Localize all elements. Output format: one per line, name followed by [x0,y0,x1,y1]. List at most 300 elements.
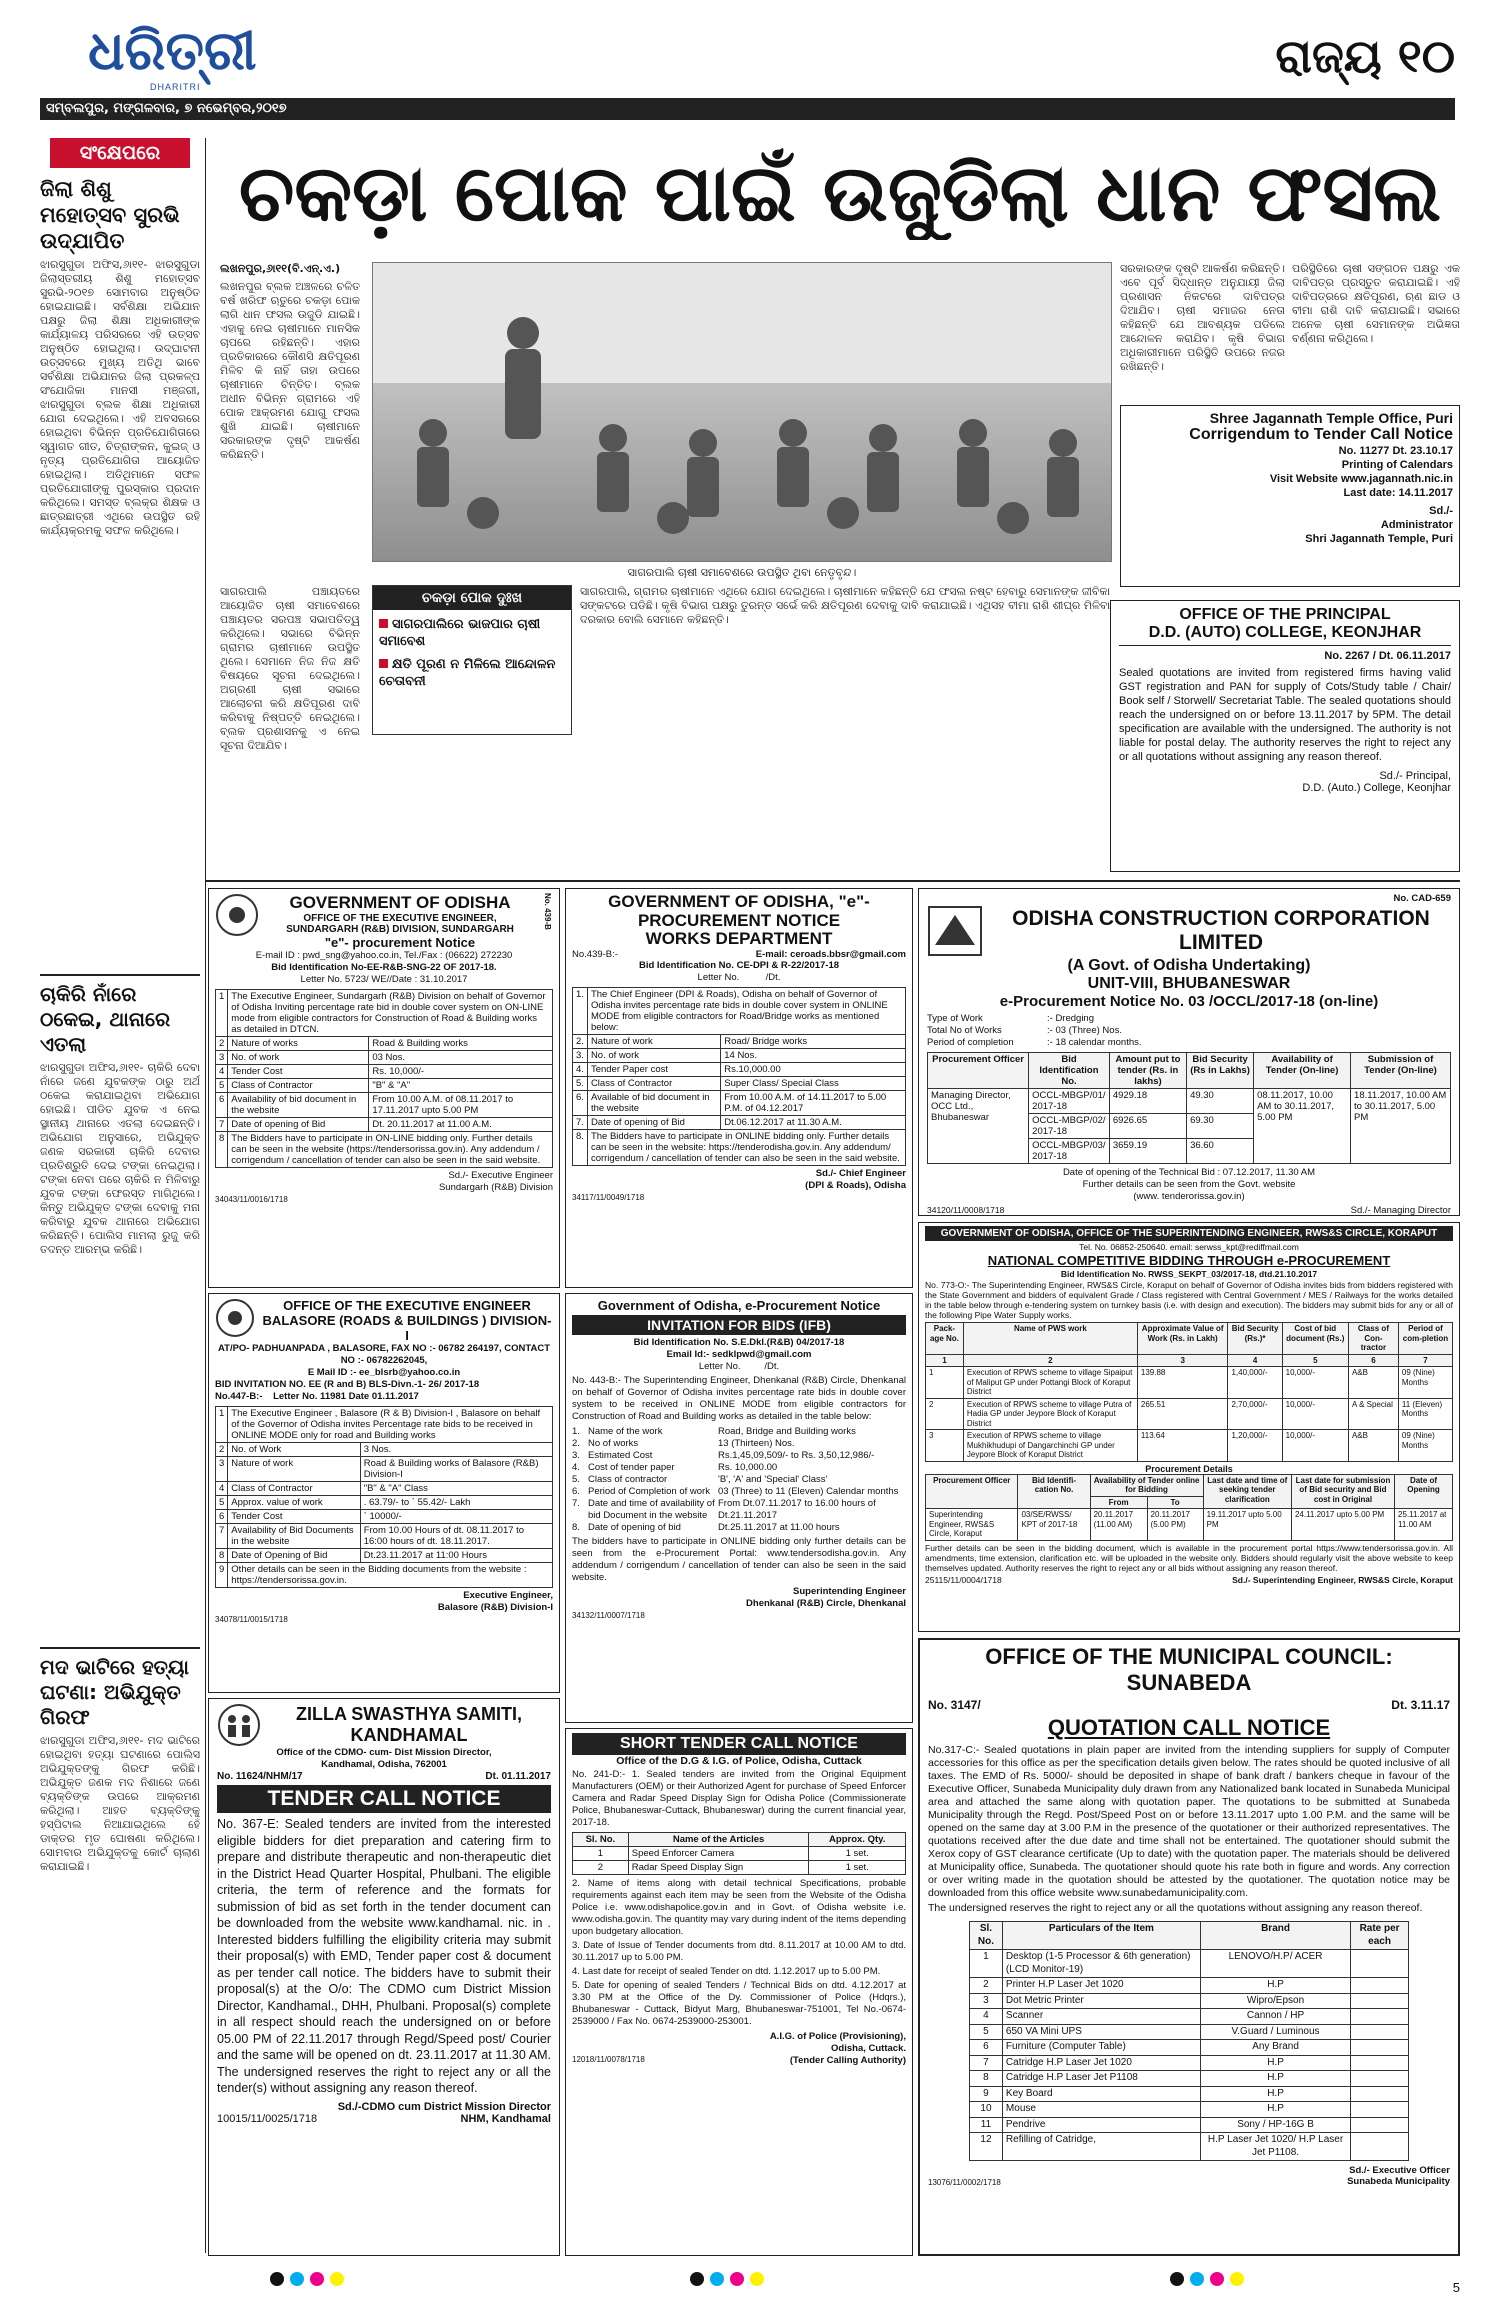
table-cell: 1 [926,1367,964,1399]
table-cell: OCCL-MBGP/03/ 2017-18 [1029,1139,1110,1164]
table-cell: Rs.10,000.00 [721,1063,906,1077]
ad-body: Sealed quotations are invited from registered firms having valid GST registration and PAN for supply of Cots/Study table / Chair/ Book self / Storwell/ Secretariat Table. The sealed quotations should reach the undersigned on or before 13.11.2017 by 5PM. The detail specification are available with the undersigned. The authority is not liable for postal delay. The authority reserves the right to reject any or all quotations without assigning any reason thereof. [1119,667,1451,764]
table-cell: The Executive Engineer , Balasore (R & B) Division-I , Balasore on behalf of the Governor of Odisha invites Percentage rate bids to be received in ONLINE MODE only for road and Building works [228,1407,553,1443]
table-cell: 5 [216,1079,228,1093]
table-cell: 139.88 [1137,1367,1228,1399]
masthead-logo-sub: DHARITRI [150,82,201,92]
ad-sign: Sd./- Superintending Engineer, RWS&S Circle, Koraput [1232,1574,1453,1585]
table-cell: 69.30 [1187,1114,1254,1139]
table-cell: 650 VA Mini UPS [1002,2024,1200,2040]
ad-dhenkanal [565,1293,913,1723]
list-cell: Road, Bridge and Building works [718,1426,856,1437]
table-cell: "B" & "A" Class [360,1482,552,1496]
table-cell: 5 [970,2024,1003,2040]
table-cell: Scanner [1002,2009,1200,2025]
table-cell: 2 [573,1861,629,1875]
list-cell: 8. [572,1522,580,1533]
ad-banner: QUOTATION CALL NOTICE [1047,1715,1331,1740]
table-cell: A&B [1348,1367,1398,1399]
ad-letter: Letter No. /Dt. [697,972,781,984]
table-row [573,1130,906,1166]
emblem-icon [215,893,259,937]
list-cell: Cost of tender paper [588,1462,675,1473]
table-cell: 8. [573,1130,588,1166]
dateline: ସମ୍ବଲପୁର, ମଙ୍ଗଳବାର, ୭ ନଭେମ୍ବର,୨୦୧୭ [46,101,287,116]
table-cell: Date of opening of Bid [228,1118,369,1132]
table-cell: From 10.00 A.M. of 08.11.2017 to 17.11.2017 upto 5.00 PM [369,1093,553,1118]
ad-subtitle: Kandhamal, Odisha, 762001 [321,1759,447,1770]
ad-title: WORKS DEPARTMENT [645,929,833,949]
table-cell: Name of the Articles [628,1833,809,1847]
table-row [970,2133,1409,2161]
section-title: ରାଜ୍ୟ ୧୦ [1275,29,1455,83]
table-cell: 4. [573,1063,588,1077]
table-cell: Class of Contractor [228,1482,360,1496]
table-row [573,1116,906,1130]
list-cell: Dt.25.11.2017 at 11.00 hours [718,1522,840,1533]
list-cell: 7. [572,1498,580,1509]
table-cell: Particulars of the Item [1002,1922,1200,1950]
table-cell: Procurement Officer [926,1474,1018,1509]
table-cell: Nature of work [587,1035,720,1049]
list-item [572,1474,906,1486]
table-cell: 25.11.2017 at 11.00 AM [1395,1509,1453,1541]
list-item [572,1450,906,1462]
occl-logo-icon [927,905,983,957]
ad-intro: No. 443-B:- The Superintending Engineer, Dhenkanal (R&B) Circle, Dhenkanal on behalf of Governor of Odisha invites percentage rate bids in double cover system to be received in ONLINE MODE from eligible contractors for Construction of Road and Building works as detailed in the table below: [572,1375,906,1422]
table-cell: The Executive Engineer, Sundargarh (R&B) Division on behalf of Governor of Odisha Inviting percentage rate bid in double cover system on ON-LINE mode from eligible contractors for Construction of Road & Building works as detailed in DTCN. [228,990,553,1037]
table-cell: 8 [216,1132,228,1168]
ad-subtitle: Procurement Details [1145,1463,1233,1474]
table-row [216,1482,553,1496]
ad-title: OFFICE OF THE EXECUTIVE ENGINEER, [303,913,497,924]
ad-letter: Letter No. /Dt. [698,1361,780,1372]
list-cell: Period of Completion of work [588,1486,710,1497]
registration-marks [690,2272,764,2286]
table-cell: 11 [970,2117,1003,2133]
table-cell: 2 [216,1443,228,1457]
table-cell: Date of opening of Bid [587,1116,720,1130]
table-row [970,2055,1409,2071]
table-cell: 4 [216,1065,228,1079]
ad-subtitle: Office of the CDMO- cum- Dist Mission Director, [276,1747,492,1758]
table-cell: ` 10000/- [360,1510,552,1524]
table-cell: Availability of Tender online for Bidding [1090,1474,1203,1496]
ad-title: "e"- procurement Notice [324,935,476,950]
ad-code: 34120/11/0008/1718 [927,1205,1005,1215]
table-cell: Available of bid document in the website [587,1091,720,1116]
table-cell: Pendrive [1002,2117,1200,2133]
ad-header: GOVERNMENT OF ODISHA, OFFICE OF THE SUPERINTENDING ENGINEER, RWS&S CIRCLE, KORAPUT [925,1226,1453,1241]
table-row [216,1457,553,1482]
table-cell: No. of work [587,1049,720,1063]
lead-photo [372,262,1112,562]
ad-date: Dt. 3.11.17 [1391,1698,1450,1712]
articles-table [572,1832,906,1875]
table-row [573,1035,906,1049]
ad-tech: Date of opening of the Technical Bid : 07.12.2017, 11.30 AM [1062,1167,1316,1178]
brief-headline: ଚାକିରି ନାଁରେ ଠକେଇ, ଥାନାରେ ଏତଲା [40,982,171,1056]
table-cell: Last date for submission of Bid security and Bid cost in Original [1291,1474,1394,1509]
table-cell: 10,000/- [1282,1398,1348,1430]
table-cell: 08.11.2017, 10.00 AM to 30.11.2017, 5.00 PM [1254,1089,1351,1164]
tender-table [215,1406,553,1588]
ad-intro: No. 241-D:- 1. Sealed tenders are invited from the Original Equipment Manufacturers (OEM) or their Authorized Agent for purchase of Speed Enforcer Camera and Radar Speed Display Sign for Odisha Police (Commissionerate Police, Bhubaneswar-Cuttack, Bhubaneswar) during the current financial year, 2017-18. [572,1769,906,1828]
ad-title: BALASORE (ROADS & BUILDINGS ) DIVISION-I [262,1313,552,1343]
table-cell: 5. [573,1077,588,1091]
table-cell: 2 [970,1978,1003,1994]
list-item [572,1462,906,1474]
ad-sign: Executive Engineer, Balasore (R&B) Division-I [437,1590,553,1613]
ad-website: (www. tenderorissa.gov.in) [1133,1191,1245,1202]
table-cell: 4 [1228,1354,1282,1367]
ad-banner: TENDER CALL NOTICE [217,1785,551,1813]
ad-line: Last date: 14.11.2017 [1343,487,1453,499]
ad-body: The undersigned reserves the right to reject any or all the quotations without assigning any reason thereof. [928,1902,1423,1914]
lead-column: ଲଖନପୁର ବ୍ଲକ ଅଞ୍ଚଳରେ ଚଳିତ ବର୍ଷ ଖରିଫ ଋତୁରେ ଚକଡ଼ା ପୋକ ଲାଗି ଧାନ ଫସଲ ଉଜୁଡି ଯାଇଛି। ଏହାକୁ ନେଇ ଚାଷୀମାନେ ମାନସିକ ଚାପରେ ରହିଛନ୍ତି। ଏହାର ପ୍ରତିକାରରେ କୌଣସି କ୍ଷତିପୂରଣ ମିଳିବ କି ନାହିଁ ତାହା ଉପରେ ଚାଷୀମାନେ ଚିନ୍ତିତ। ବ୍ଲକ ଅଧୀନ ବିଭିନ୍ନ ଗ୍ରାମରେ ଏହି ପୋକ ଆକ୍ରମଣ ଯୋଗୁ ଫସଲ ଶୁଖି ଯାଇଛି। ଚାଷୀମାନେ ସରକାରଙ୍କ ଦୃଷ୍ଟି ଆକର୍ଷଣ କରିଛନ୍ତି। [220,280,360,461]
procurement-table [925,1474,1453,1541]
table-cell: 6926.65 [1109,1114,1186,1139]
registration-marks [270,2272,344,2286]
ad-code: 13076/11/0002/1718 [928,2178,1001,2187]
table-row [970,2040,1409,2056]
table-cell: Amount put to tender (Rs. in lakhs) [1109,1053,1186,1089]
table-cell: 8 [970,2071,1003,2087]
list-item [572,1522,906,1534]
list-cell: 13 (Thirteen) Nos. [718,1438,795,1449]
brief-body: ଝାରସୁଗୁଡା ଅଫିସ,୬ା୧୧- ଝାରସୁଗୁଡା ଜିଲାସ୍ତରୀୟ ଶିଶୁ ମହୋତ୍ସବ ସୁରଭି-୨୦୧୭ ସୋମବାର ଅନୁଷ୍ଠିତ ହୋଇଯାଇଛି। ସର୍ବଶିକ୍ଷା ଅଭିଯାନ ପକ୍ଷରୁ ଜିଲା ଶିକ୍ଷା ଅଧିକାରୀଙ୍କ କାର୍ଯ୍ୟାଳୟ ପରିସରରେ ଏହି ଉତ୍ସବ ଅନୁଷ୍ଠିତ ହୋଇଥିଲା। ଉଦ୍‌ଘାଟନୀ ଉତ୍ସବରେ ମୁଖ୍ୟ ଅତିଥି ଭାବେ ସର୍ବଶିକ୍ଷା ଅଭିଯାନର ଜିଲା ପ୍ରକଳ୍ପ ସଂଯୋଜିକା ମାନସୀ ମଞ୍ଜରୀ, ଝାରସୁଗୁଡା ବ୍ଲକ ଶିକ୍ଷା ଅଧିକାରୀ ଯୋଗ ଦେଇଥିଲେ। ଏହି ଅବସରରେ ହୋଇଥିବା ବିଭିନ୍ନ ପ୍ରତିଯୋଗିତାରେ ସ୍ୱାଗତ ଗୀତ, ଚିତ୍ରାଙ୍କନ, କୁଇଜ୍‌ ଓ ନୃତ୍ୟ ପ୍ରତିଯୋଗିତା ଆୟୋଜିତ ହୋଇଥିଲା। ଅତିଥିମାନେ ସଫଳ ପ୍ରତିଯୋଗୀଙ୍କୁ ପୁରସ୍କାର ପ୍ରଦାନ କରିଥିଲେ। ସମସ୍ତ ବ୍ଲକ୍‌ର ଶିକ୍ଷକ ଓ ଛାତ୍ରଛାତ୍ରୀ ଏଥିରେ ଉପସ୍ଥିତ ରହି କାର୍ଯ୍ୟକ୍ରମକୁ ସଫଳ କରିଥିଲେ। [40,258,200,537]
table-cell: Road & Building works of Balasore (R&B) Division-I [360,1457,552,1482]
table-cell [1351,2086,1409,2102]
table-cell: Rate per each [1351,1922,1409,1950]
table-row [573,1861,906,1875]
table-cell: Class of Contractor [228,1079,369,1093]
list-cell: 'B', 'A' and 'Special' Class' [718,1474,828,1485]
ad-title: GOVERNMENT OF ODISHA, "e"- [608,892,870,911]
table-cell: 6. [573,1091,588,1116]
table-cell: 5 [1282,1354,1348,1367]
ad-sign: NHM, Kandhamal [460,2112,551,2125]
tender-table [215,989,553,1168]
table-row [970,2117,1409,2133]
table-cell: OCCL-MBGP/02/ 2017-18 [1029,1114,1110,1139]
table-cell: Pack-age No. [926,1323,964,1355]
table-cell: 24.11.2017 upto 5.00 PM [1291,1509,1394,1541]
table-row [926,1398,1453,1430]
ad-title: NATIONAL COMPETITIVE BIDDING THROUGH e-PROCUREMENT [987,1253,1391,1268]
list-cell: 6. [572,1486,580,1497]
table-cell: 1 [926,1354,964,1367]
table-cell: Desktop (1-5 Processor & 6th generation) (LCD Monitor-19) [1002,1950,1200,1978]
table-cell: 7. [573,1116,588,1130]
table-cell: Sl. No. [573,1833,629,1847]
registration-marks [1170,2272,1244,2286]
table-cell: To [1147,1496,1203,1509]
table-cell: OCCL-MBGP/01/ 2017-18 [1029,1089,1110,1114]
ad-sign: Sd./- Executive Engineer Sundargarh (R&B) Division [438,1170,553,1193]
ad-email: Email Id:- sedklpwd@gmail.com [666,1349,812,1360]
table-cell [1351,1978,1409,1994]
ad-code: 25115/11/0004/1718 [925,1574,1002,1585]
table-row [926,1367,1453,1399]
table-cell: Catridge H.P Laser Jet P1108 [1002,2071,1200,2087]
table-cell: 1 set. [809,1847,906,1861]
table-cell: 14 Nos. [721,1049,906,1063]
ad-ref: No. 3147/ [928,1698,981,1712]
table-row [216,1051,553,1065]
table-cell: Tender Paper cost [587,1063,720,1077]
table-cell: Dt. 20.11.2017 at 11.00 A.M. [369,1118,553,1132]
table-cell: H.P [1200,2086,1350,2102]
ad-subtitle: (A Govt. of Odisha Undertaking) [1067,957,1311,974]
ad-intro: No. 773-O:- The Superintending Engineer, RWS&S Circle, Koraput on behalf of Governor of Odisha invites bids from bidders registered with the State Government and bidders of equivalent Grade / Class registered with Central Government / MES / Railways for the works detailed in the table below through e-tendering system on turnkey basis (i.e. with design and execution). The bidders may submit bids for any or all of the following Pipe Water Supply works. [925,1280,1453,1320]
table-row [970,2071,1409,2087]
table-cell: Key Board [1002,2086,1200,2102]
table-cell: Any Brand [1200,2040,1350,2056]
meeting-photo-icon [373,263,1112,562]
table-cell: 6 [970,2040,1003,2056]
ad-title: ZILLA SWASTHYA SAMITI, [295,1704,522,1724]
list-item [572,1438,906,1450]
table-cell: 6 [1348,1354,1398,1367]
table-cell: 2 [963,1354,1137,1367]
table-cell: Execution of RPWS scheme to village Mukhikhudupi of Dangarchinchi GP under Jeypore Block of Koraput District [963,1430,1137,1462]
table-cell: 18.11.2017, 10.00 AM to 30.11.2017, 5.00 PM [1351,1089,1451,1164]
table-cell: Bid Identifi-cation No. [1018,1474,1090,1509]
table-cell: 10,000/- [1282,1430,1348,1462]
column-divider [205,138,206,2253]
table-row [216,1496,553,1510]
ad-letter: Letter No. 5723/ WE//Date : 31.10.2017 [300,974,468,985]
table-cell: 1. [573,988,588,1035]
lead-column: ସାଗରପାଲି ପଞ୍ଚାୟତରେ ଆୟୋଜିତ ଚାଷୀ ସମାବେଶରେ ପଞ୍ଚାୟତର ସରପଞ୍ଚ ସଭାପତିତ୍ୱ କରିଥିଲେ। ସଭାରେ ବିଭିନ୍ନ ଗ୍ରାମର ଚାଷୀମାନେ ଉପସ୍ଥିତ ଥିଲେ। ସେମାନେ ନିଜ ନିଜ କ୍ଷତି ବିଷୟରେ ସୂଚନା ଦେଇଥିଲେ। ଅଗ୍ରଣୀ ଚାଷୀ ସଭାରେ ଆଲୋଚନା କରି କ୍ଷତିପୂରଣ ଦାବି କରିବାକୁ ନିଷ୍ପତ୍ତି ନେଇଥିଲେ। ବ୍ଲକ ପ୍ରଶାସନକୁ ଏ ନେଇ ସୂଚନା ଦିଆଯିବ। [220,585,360,752]
ad-letter: No.447-B:- Letter No. 11981 Date 01.11.2017 [215,1391,419,1402]
ad-further: Further details can be seen from the Govt. website [1082,1179,1296,1190]
ad-title: OFFICE OF THE PRINCIPAL [1179,606,1391,623]
list-cell: From Dt.07.11.2017 to 16.00 hours of Dt.21.11.2017 [718,1498,876,1521]
table-cell: 9 [970,2086,1003,2102]
table-cell: From [1090,1496,1147,1509]
ad-bid-id: Bid Identification No. CE-DPI & R-22/2017-18 [638,960,840,972]
table-row [216,1118,553,1132]
ad-date: Dt. 01.11.2017 [485,1771,551,1782]
ad-title: GOVERNMENT OF ODISHA [289,893,511,912]
brief-headline: ଜିଲା ଶିଶୁ ମହୋତ୍ସବ ସୁରଭି ଉଦ୍‌ଯାପିତ [40,177,180,253]
table-cell: 03/SE/RWSS/ KPT of 2017-18 [1018,1509,1090,1541]
list-cell: 03 (Three) to 11 (Eleven) Calendar months [718,1486,899,1497]
table-cell: 7 [1398,1354,1452,1367]
ad-principal-keonjhar [1110,600,1460,872]
briefs-tag: ସଂକ୍ଷେପରେ [50,138,190,168]
table-row [216,1510,553,1524]
ad-line: Printing of Calendars [1341,459,1453,471]
tender-table [927,1052,1451,1164]
table-cell [1351,2117,1409,2133]
table-cell: 36.60 [1187,1139,1254,1164]
table-row [970,1922,1409,1950]
ad-code: 34117/11/0049/1718 [572,1193,645,1203]
ad-code: 34043/11/0016/1718 [215,1195,288,1204]
table-cell: From 10.00 Hours of dt. 08.11.2017 to 16:00 hours of dt. 18.11.2017. [360,1524,552,1549]
table-cell: Road & Building works [369,1037,553,1051]
lead-column: ସାଗରପାଲି, ଗ୍ରାମର ଚାଷୀମାନେ ଏଥିରେ ଯୋଗ ଦେଇଥିଲେ। ଚାଷୀମାନେ କହିଛନ୍ତି ଯେ ଫସଲ ନଷ୍ଟ ହେବାରୁ ସେମାନଙ୍କ ଜୀବିକା ସଙ୍କଟରେ ପଡିଛି। କୃଷି ବିଭାଗ ପକ୍ଷରୁ ତୁରନ୍ତ ସର୍ଭେ କରି କ୍ଷତିପୂରଣ ଦେବାକୁ ଦାବି କରାଯାଇଛି। ଏଥିସହ ବୀମା ରାଶି ଶୀଘ୍ର ମିଳିବା ଦରକାର ବୋଲି ସେମାନେ କହିଛନ୍ତି। [580,585,1110,626]
table-cell: 7 [216,1524,228,1549]
table-cell: Date of Opening [1395,1474,1453,1509]
ad-line: Visit Website www.jagannath.nic.in [1269,473,1453,485]
table-row [928,1053,1451,1089]
table-cell [1351,2133,1409,2161]
table-row [216,1093,553,1118]
table-cell: H.P Laser Jet 1020/ H.P Laser Jet P1108. [1200,2133,1350,2161]
ad-sign: Shri Jagannath Temple, Puri [1305,533,1453,545]
table-cell: 2 [216,1037,228,1051]
list-cell: 4. [572,1462,580,1473]
table-cell: 4 [216,1482,228,1496]
section-divider [205,880,1460,882]
ad-body: No. 367-E: Sealed tenders are invited from the interested eligible bidders for diet preparation and catering firm to prepare and distribute therapeutic and non-therapeutic diet in the District Head Quarter Hospital, Phulbani. The eligible criteria, the term of reference and the formats for submission of bid as set forth in the tender document can be downloaded from the website www.kandhamal. nic. in . Interested bidders fulfilling the eligibility criteria may submit their proposal(s) with EMD, Tender paper cost & document as per tender call notice. The bidders have to submit their proposal(s) at the O/o: The CDMO cum District Mission Director, Kandhamal., DHH, Phulbani. Proposal(s) complete in all respect should reach the undersigned on or before 05.00 PM of 22.11.2017 through Regd/Speed post/ Courier and the same will be opened on dt. 23.11.2017 at 11.30 AM. The undersigned reserves the right to reject any or all the tender(s) without assigning any reason thereof. [217,1817,551,2095]
ad-code: 34132/11/0007/1718 [572,1611,645,1620]
table-cell: 3 Nos. [360,1443,552,1457]
table-cell: Printer H.P Laser Jet 1020 [1002,1978,1200,1994]
table-cell: Availability of Bid Documents in the website [228,1524,360,1549]
table-row [970,2102,1409,2118]
table-cell: Availability of Tender (On-line) [1254,1053,1351,1089]
table-cell: 09 (Nine) Months [1398,1367,1452,1399]
table-cell [1351,2055,1409,2071]
table-cell: Last date and time of seeking tender clarification [1203,1474,1291,1509]
table-cell: Super Class/ Special Class [721,1077,906,1091]
ad-ref: No.439-B:- [572,949,618,961]
ad-kandhamal [208,1698,560,2256]
table-row [970,2024,1409,2040]
table-cell: 7 [970,2055,1003,2071]
table-cell: H.P [1200,1978,1350,1994]
table-cell: 113.64 [1137,1430,1228,1462]
ad-line: No. 11277 Dt. 23.10.17 [1338,445,1453,457]
table-cell: The Bidders have to participate in ON-LINE bidding only. Further details can be seen in the website (https://tendersorissa.gov.in). Any addendum / corrigendum / cancellation of tender can also be seen in the said website. [228,1132,553,1168]
table-cell: 3. [573,1049,588,1063]
ad-bid-id: Bid Identification No. RWSS_SEKPT_03/2017-18, dtd.21.10.2017 [1060,1269,1318,1279]
table-cell: No. of Work [228,1443,360,1457]
table-cell: 4929.18 [1109,1089,1186,1114]
table-cell: Wipro/Epson [1200,1993,1350,2009]
table-cell: 265.51 [1137,1398,1228,1430]
table-cell: Furniture (Computer Table) [1002,2040,1200,2056]
ad-note: Further details can be seen in the bidding document, which is available in the procurement portal https://www.tendersorissa.gov.in. All amendments, time extension, clarification etc. will be uploaded in the website only. Bidders should regularly visit the above website to keep themselves updated. Authority reserves the right to reject any or all bids without assigning any reason thereof. [925,1542,1453,1573]
page-number: 5 [1452,2280,1460,2295]
ad-occl [918,888,1460,1216]
table-cell: "B" & "A" [369,1079,553,1093]
table-cell: Speed Enforcer Camera [628,1847,809,1861]
table-cell: 3 [970,1993,1003,2009]
table-cell: 1 [970,1950,1003,1978]
table-cell: V.Guard / Luminous [1200,2024,1350,2040]
table-cell: Approximate Value of Work (Rs. in Lakh) [1137,1323,1228,1355]
list-cell: Name of the work [588,1426,663,1437]
lead-sidebar [372,585,572,735]
table-cell: A&B [1348,1430,1398,1462]
table-cell: 10,000/- [1282,1367,1348,1399]
ad-banner: SHORT TENDER CALL NOTICE [572,1733,906,1755]
sidebar-point: ସାଗରପାଲିରେ ଭାଜପାର ଚାଷୀ ସମାବେଶ [379,617,541,649]
table-cell: Cannon / HP [1200,2009,1350,2025]
table-cell: Road/ Bridge works [721,1035,906,1049]
table-row [926,1430,1453,1462]
ad-bid-id: BID INVITATION NO. EE (R and B) BLS-Divn.-1- 26/ 2017-18 [215,1379,480,1390]
table-cell: A & Special [1348,1398,1398,1430]
ad-para: 5. Date for opening of sealed Tenders / Technical Bids on dtd. 4.12.2017 at 3.30 PM at the Office of the Dy. Commissioner of Police (Hdqrs.), Bhubaneswar - Cuttack, Bidyut Marg, Bhubaneswar-751001, Tel No.-0674-2539000 / Fax No. 0674-2539000-253001. [572,1980,906,2027]
table-cell: Rs. 10,000/- [369,1065,553,1079]
tender-table [925,1322,1453,1462]
ad-balasore [208,1293,560,1693]
ad-sign: Superintending Engineer Dhenkanal (R&B) Circle, Dhenkanal [746,1586,906,1609]
ad-note: The bidders have to participate in ONLINE bidding only further details can be seen from the e-Procurement Portal: www.tendersodisha.gov.in. Any addendum / corrigendum / cancellation of tender can also be seen in the said website. [572,1536,906,1583]
table-row [573,988,906,1035]
sidebar-point: କ୍ଷତି ପୂରଣ ନ ମିଳିଲେ ଆନ୍ଦୋଳନ ଚେତାବନୀ [379,657,556,689]
table-cell: 20.11.2017 (11.00 AM) [1090,1509,1147,1541]
ad-sign: Sd./- Executive Officer Sunabeda Municipality [1347,2165,1450,2187]
ad-title: KANDHAMAL [350,1725,468,1745]
ad-title: OFFICE OF THE EXECUTIVE ENGINEER [283,1298,531,1313]
ad-subtitle: e-Procurement Notice No. 03 /OCCL/2017-18 (on-line) [999,993,1379,1010]
ad-sign: Sd./- Principal, [1379,770,1451,783]
family-logo-icon [217,1703,261,1747]
table-row [216,1443,553,1457]
table-cell: Period of com-pletion [1398,1323,1452,1355]
sidebar-title: ଚକଡ଼ା ପୋକ ଦୁଃଖ [373,586,571,610]
ad-ref: No. 11624/NHM/17 [217,1771,303,1782]
table-cell: Class of Con-tractor [1348,1323,1398,1355]
table-cell: 8 [216,1549,228,1563]
table-row [216,1563,553,1588]
table-cell: Nature of work [228,1457,360,1482]
table-row [573,1847,906,1861]
ad-title: SUNDARGARH (R&B) DIVISION, SUNDARGARH [286,924,514,935]
ad-email: E-mail: ceroads.bbsr@gmail.com [755,949,906,961]
quotation-table [969,1921,1409,2161]
table-cell: Date of Opening of Bid [228,1549,360,1563]
table-cell: LENOVO/H.P/ ACER [1200,1950,1350,1978]
table-row [926,1354,1453,1367]
table-cell: Sony / HP-16G B [1200,2117,1350,2133]
table-row [970,2009,1409,2025]
table-cell: The Chief Engineer (DPI & Roads), Odisha on behalf of Governor of Odisha invites percentage rate bids in double cover system in ONLINE MODE from eligible contractors for Road/Bridge works as mentioned below: [587,988,905,1035]
ad-para: 3. Date of Issue of Tender documents from dtd. 8.11.2017 at 10.00 AM to dtd. 30.11.2017 up to 5.00 PM. [572,1940,906,1963]
table-cell: The Bidders have to participate in ONLINE bidding only. Further details can be seen in the website: https://tenderodisha.gov.in. Any addendum/ corrigendum / cancellation of tender can also be seen in the said website. [587,1130,905,1166]
list-item [572,1486,906,1498]
table-row [970,1978,1409,1994]
ad-koraput [918,1222,1460,1632]
table-cell: Managing Director, OCC Ltd., Bhubaneswar [928,1089,1029,1164]
table-cell: 19.11.2017 upto 5.00 PM [1203,1509,1291,1541]
ad-sunabeda [918,1638,1460,2256]
table-cell: Approx. Qty. [809,1833,906,1847]
list-cell: No of works [588,1438,639,1449]
table-row [573,1077,906,1091]
list-cell: Class of contractor [588,1474,668,1485]
masthead [0,0,1500,120]
list-cell: 5. [572,1474,580,1485]
table-cell: 3 [926,1430,964,1462]
ad-ref: No. 2267 / Dt. 06.11.2017 [1324,650,1451,663]
ad-email: E Mail ID :- ee_blsrb@yahoo.co.in [307,1367,461,1378]
ad-line: Corrigendum to Tender Call Notice [1189,426,1453,443]
ad-bid-id: Bid Identification No-EE-R&B-SNG-22 OF 2017-18. [271,962,497,973]
table-cell: 2. [573,1035,588,1049]
list-cell: Date of opening of bid [588,1522,681,1533]
table-cell: Dt.06.12.2017 at 11.30 A.M. [721,1116,906,1130]
ad-sign: Sd./- Chief Engineer (DPI & Roads), Odisha [805,1168,906,1192]
